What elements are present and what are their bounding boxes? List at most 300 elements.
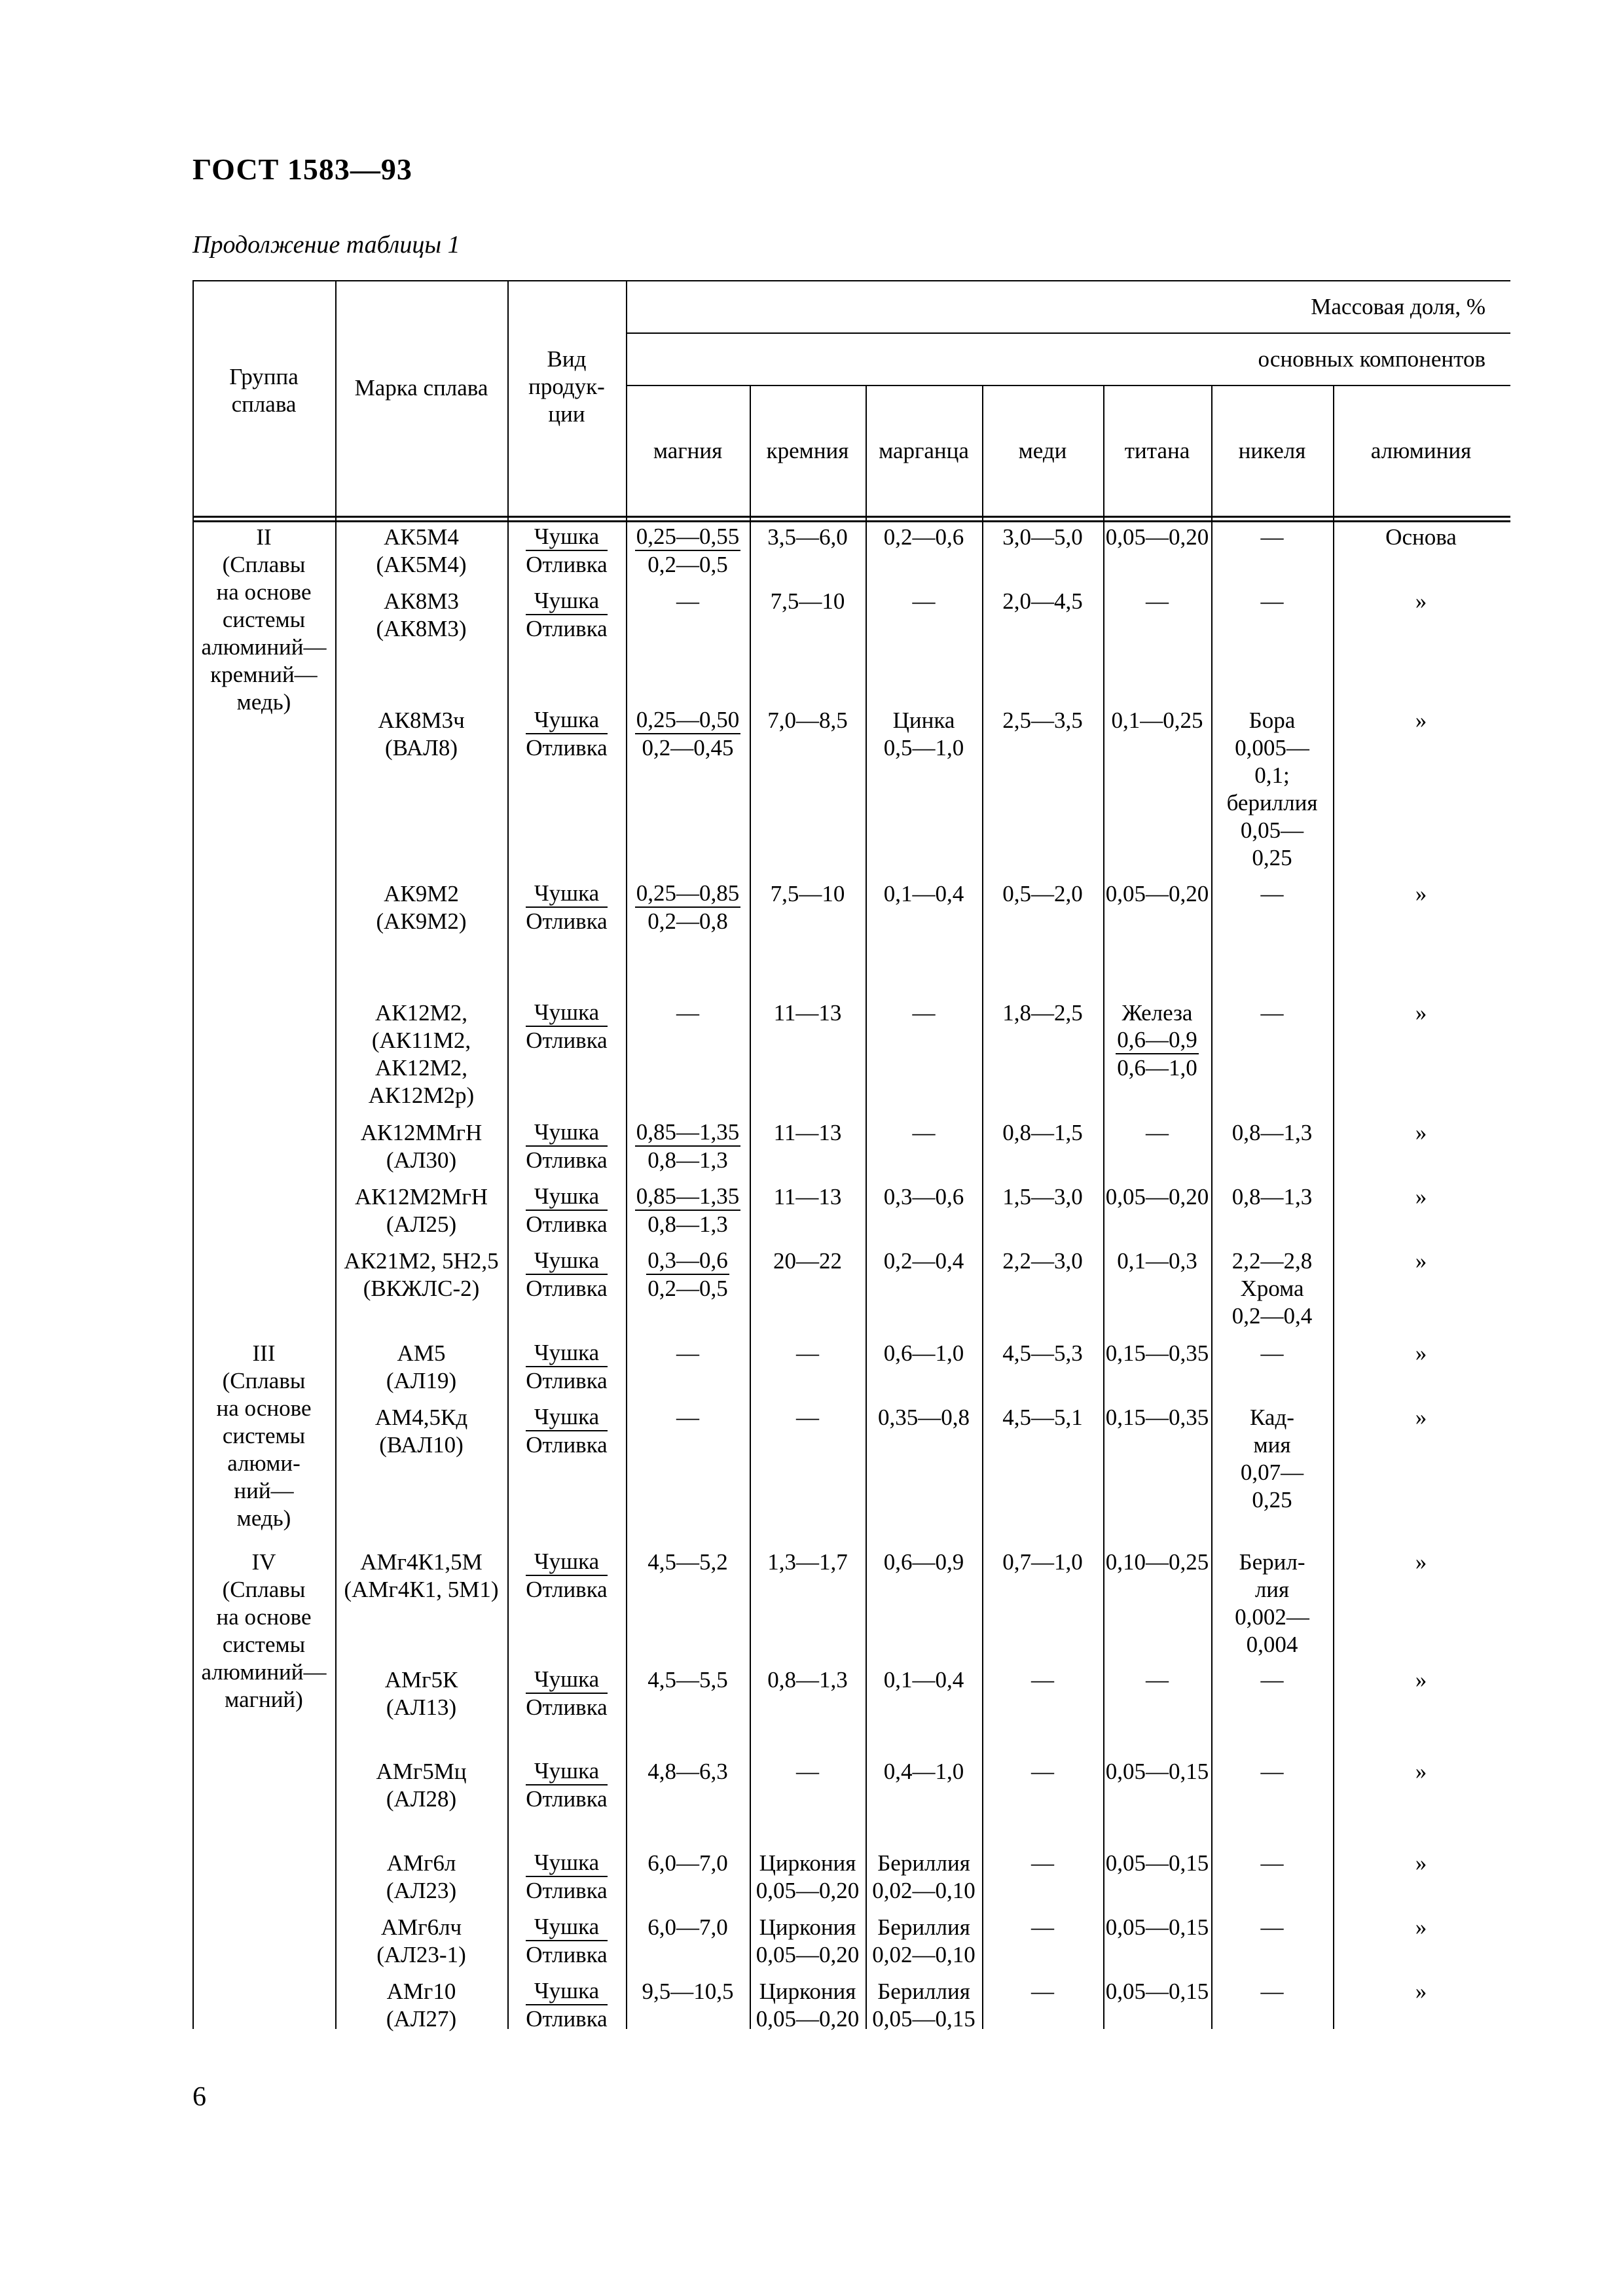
row-cell-cu-line: — (1031, 1759, 1054, 1784)
row-grade-line: (ВАЛ8) (385, 735, 458, 761)
row-product-form-numerator: Чушка (526, 524, 607, 551)
row-cell-ni-line: — (1260, 881, 1284, 906)
row-cell-cu (982, 1340, 1103, 1367)
row-cell-al: » (1415, 881, 1427, 906)
row-cell-ti-line: 0,05—0,15 (1105, 1979, 1209, 2004)
row-cell-ni-line: Бора (1249, 708, 1296, 733)
row-grade (335, 880, 507, 935)
row-grade-line: АК12М2, (375, 1000, 467, 1026)
row-cell-mn-line: 0,2—0,4 (883, 1248, 964, 1274)
row-cell-ni (1211, 1549, 1333, 1659)
row-cell-si-line: — (796, 1405, 819, 1430)
row-grade-line: АМг4К1,5М (360, 1549, 483, 1575)
row-product-form-numerator: Чушка (526, 1978, 607, 2005)
row-product-form-denominator: Отливка (526, 1276, 608, 1301)
group-label-line: (Сплавы (222, 1368, 306, 1393)
row-product-form-fraction (526, 1183, 607, 1238)
row-cell-mn-line: 0,1—0,4 (883, 1667, 964, 1693)
row-cell-al: » (1415, 1248, 1427, 1274)
row-cell-al: Основа (1385, 524, 1457, 550)
row-cell-ni-line: 2,2—2,8 (1231, 1248, 1313, 1274)
row-cell-mg-line: 6,0—7,0 (647, 1914, 728, 1940)
row-cell-ni-line: — (1260, 1979, 1284, 2004)
row-cell-mn-line: Бериллия (877, 1914, 970, 1940)
row-cell-cu-line: 2,0—4,5 (1002, 588, 1083, 614)
row-cell-ni (1211, 1914, 1333, 1941)
row-cell-si-line: Циркония (759, 1914, 856, 1940)
row-cell-mg (626, 588, 750, 615)
row-product-form (507, 1549, 626, 1604)
row-cell-si (750, 999, 866, 1027)
row-cell-cu (982, 1978, 1103, 2005)
row-cell-ni-line: — (1260, 524, 1284, 550)
header-bottom-rule (192, 516, 1510, 518)
row-grade-line: (ВКЖЛС-2) (363, 1276, 480, 1301)
group-label-line: (Сплавы (222, 552, 306, 577)
row-cell-mg-fraction (635, 1119, 741, 1174)
row-cell-cu (982, 1850, 1103, 1877)
row-cell-mg-numerator: 0,3—0,6 (646, 1247, 729, 1275)
row-cell-si-line: 0,8—1,3 (767, 1667, 848, 1693)
row-cell-ti (1103, 1340, 1211, 1367)
row-cell-mg-denominator: 0,2—0,5 (647, 552, 728, 577)
row-grade-line: (АК5М4) (376, 552, 467, 577)
row-cell-ti-line: 0,15—0,35 (1105, 1340, 1209, 1366)
row-grade-line: АК12М2р) (368, 1083, 475, 1108)
row-product-form (507, 1666, 626, 1721)
row-cell-al: » (1415, 1549, 1427, 1575)
row-cell-mg-line: 4,5—5,5 (647, 1667, 728, 1693)
row-grade-line: АМг5Мц (376, 1759, 467, 1784)
row-cell-ni-line: 0,2—0,4 (1231, 1303, 1313, 1329)
row-grade-line: (АЛ19) (386, 1368, 457, 1393)
row-cell-al: » (1415, 1850, 1427, 1876)
row-cell-mg (626, 999, 750, 1027)
row-cell-mn-line: 0,02—0,10 (872, 1878, 976, 1903)
row-cell-si-line: — (796, 1759, 819, 1784)
row-cell-ni (1211, 588, 1333, 615)
row-cell-si-line: 0,05—0,20 (756, 1942, 860, 1967)
row-grade-line: АК12М2МгН (355, 1184, 488, 1210)
row-cell-ti (1103, 1914, 1211, 1941)
header-bottom-rule-double (192, 520, 1510, 522)
row-product-form (507, 1183, 626, 1238)
row-cell-ni (1211, 707, 1333, 872)
row-cell-mn (866, 524, 982, 551)
row-grade-line: АК9М2 (384, 881, 459, 906)
row-cell-mn (866, 1850, 982, 1905)
row-product-form (507, 1119, 626, 1174)
row-cell-al: » (1415, 1184, 1427, 1210)
row-cell-mn-line: 0,1—0,4 (883, 881, 964, 906)
header-mass-fraction: Массовая доля, % (1311, 294, 1486, 319)
row-product-form-denominator: Отливка (526, 1942, 608, 1967)
row-cell-ti-line: 0,15—0,35 (1105, 1405, 1209, 1430)
row-cell-si-line: 7,0—8,5 (767, 708, 848, 733)
row-cell-ni (1211, 1850, 1333, 1877)
row-cell-ni-line: — (1260, 1850, 1284, 1876)
row-product-form (507, 524, 626, 579)
row-product-form-numerator: Чушка (526, 880, 607, 908)
row-cell-cu (982, 1247, 1103, 1275)
row-cell-cu-line: 1,8—2,5 (1002, 1000, 1083, 1026)
row-grade-line: АМ5 (397, 1340, 446, 1366)
row-cell-mg (626, 1549, 750, 1576)
row-cell-ni (1211, 1978, 1333, 2005)
row-cell-mn (866, 1978, 982, 2033)
row-cell-si (750, 1340, 866, 1367)
row-grade-line: (АК8М3) (376, 616, 467, 641)
row-cell-si (750, 1119, 866, 1147)
row-cell-al: » (1415, 588, 1427, 614)
row-product-form-numerator: Чушка (526, 1340, 607, 1367)
row-cell-si (750, 1758, 866, 1785)
group-label-line: ний— (234, 1478, 294, 1503)
row-cell-mn-line: Бериллия (877, 1979, 970, 2004)
row-cell-ti-numerator: 0,6—0,9 (1116, 1027, 1199, 1054)
row-product-form-numerator: Чушка (526, 1404, 607, 1431)
row-grade-line: АК12ММгН (360, 1120, 483, 1145)
row-grade-line: (АК9М2) (376, 908, 467, 934)
row-product-form (507, 1404, 626, 1459)
row-cell-mg-fraction (635, 707, 741, 762)
row-grade (335, 1850, 507, 1905)
row-cell-si (750, 1850, 866, 1905)
row-cell-ti (1103, 1549, 1211, 1576)
header-rule-components (626, 385, 1510, 386)
row-grade-line: АМ4,5Кд (374, 1405, 468, 1430)
row-cell-mg-numerator: 0,85—1,35 (635, 1119, 741, 1147)
row-cell-mg-denominator: 0,8—1,3 (647, 1147, 728, 1173)
row-cell-ti-label: Железа (1122, 1000, 1193, 1026)
row-cell-ti-line: 0,05—0,20 (1105, 881, 1209, 906)
row-cell-ni-line: 0,25 (1252, 1487, 1292, 1513)
row-cell-mg (626, 1247, 750, 1302)
row-cell-si-line: 11—13 (773, 1184, 842, 1210)
row-cell-si-line: 20—22 (773, 1248, 842, 1274)
row-cell-mg-denominator: 0,2—0,5 (647, 1276, 728, 1301)
row-cell-al: » (1415, 1759, 1427, 1784)
row-cell-cu-line: 0,7—1,0 (1002, 1549, 1083, 1575)
row-cell-ni-line: 0,07— (1240, 1460, 1304, 1485)
row-cell-mg (626, 707, 750, 762)
row-product-form-fraction (526, 1666, 607, 1721)
group-label-line: кремний— (210, 662, 318, 687)
row-cell-ti (1103, 707, 1211, 734)
row-cell-mn (866, 1404, 982, 1431)
row-cell-si (750, 524, 866, 551)
row-cell-ni-line: 0,1; (1254, 762, 1290, 788)
header-component-7: алюминия (1370, 438, 1472, 463)
row-cell-ni-line: — (1260, 1667, 1284, 1693)
row-cell-cu-line: — (1031, 1667, 1054, 1693)
row-product-form-numerator: Чушка (526, 707, 607, 734)
row-cell-cu-line: 0,5—2,0 (1002, 881, 1083, 906)
header-component-6: никеля (1238, 438, 1306, 463)
row-cell-cu (982, 880, 1103, 908)
row-cell-al: » (1415, 1340, 1427, 1366)
row-cell-mn (866, 1183, 982, 1211)
row-cell-cu-line: — (1031, 1979, 1054, 2004)
row-cell-mg-denominator: 0,2—0,45 (642, 735, 734, 761)
row-product-form-denominator: Отливка (526, 1028, 608, 1053)
row-cell-mn-line: 0,4—1,0 (883, 1759, 964, 1784)
row-cell-ti-line: 0,1—0,3 (1117, 1248, 1197, 1274)
row-cell-mg-numerator: 0,25—0,55 (635, 524, 741, 551)
row-cell-ti-line: 0,05—0,15 (1105, 1759, 1209, 1784)
row-cell-mn-line: 0,2—0,6 (883, 524, 964, 550)
row-cell-ni-line: — (1260, 1000, 1284, 1026)
row-cell-cu (982, 1914, 1103, 1941)
row-product-form-fraction (526, 999, 607, 1054)
row-cell-mn-line: 0,02—0,10 (872, 1942, 976, 1967)
row-product-form (507, 1340, 626, 1395)
row-grade-line: (АЛ28) (386, 1786, 457, 1812)
row-cell-ni-line: 0,002— (1235, 1604, 1309, 1630)
row-cell-ni (1211, 1247, 1333, 1330)
row-grade-line: АК8М3 (384, 588, 459, 614)
row-cell-mn (866, 1914, 982, 1969)
row-cell-al: » (1415, 1979, 1427, 2004)
row-cell-mn (866, 1549, 982, 1576)
row-product-form-denominator: Отливка (526, 1878, 608, 1903)
row-cell-mn (866, 880, 982, 908)
row-cell-cu (982, 588, 1103, 615)
row-grade (335, 1340, 507, 1395)
row-cell-mn-line: 0,6—0,9 (883, 1549, 964, 1575)
row-cell-cu-line: 3,0—5,0 (1002, 524, 1083, 550)
row-cell-ni (1211, 1183, 1333, 1211)
group-label-line: магний) (225, 1687, 303, 1712)
row-product-form-fraction (526, 1119, 607, 1174)
row-cell-mg (626, 1666, 750, 1694)
header-rule-mass (626, 332, 1510, 334)
row-cell-ti-fraction (1116, 1027, 1199, 1082)
row-cell-ni-line: мия (1253, 1432, 1291, 1458)
row-cell-mg-denominator: 0,2—0,8 (647, 908, 728, 934)
row-cell-ni (1211, 880, 1333, 908)
row-grade (335, 1549, 507, 1604)
row-cell-cu (982, 999, 1103, 1027)
row-cell-mg-line: — (676, 1000, 699, 1026)
row-grade (335, 1978, 507, 2033)
row-cell-mg-line: — (676, 1340, 699, 1366)
row-cell-ni-line: — (1260, 1340, 1284, 1366)
row-product-form-fraction (526, 1978, 607, 2033)
row-cell-mn (866, 1247, 982, 1275)
row-cell-si-line: 7,5—10 (770, 588, 845, 614)
row-cell-mg (626, 880, 750, 935)
row-product-form-denominator: Отливка (526, 1695, 608, 1720)
row-cell-ni-line: — (1260, 588, 1284, 614)
row-cell-mn (866, 1666, 982, 1694)
row-grade-line: АК8М3ч (378, 708, 465, 733)
row-product-form (507, 999, 626, 1054)
row-grade-line: АМг6лч (380, 1914, 462, 1940)
row-cell-ti (1103, 1758, 1211, 1785)
group-label-line: (Сплавы (222, 1577, 306, 1602)
row-cell-ti (1103, 880, 1211, 908)
row-cell-mn-line: 0,05—0,15 (872, 2006, 976, 2032)
row-cell-cu-line: 4,5—5,1 (1002, 1405, 1083, 1430)
header-component-4: меди (1018, 438, 1067, 463)
row-cell-mn-line: — (912, 1120, 936, 1145)
column-rule-join (626, 385, 627, 386)
group-label-line: на основе (216, 1604, 312, 1630)
group-label-line: алюминий— (201, 1659, 327, 1685)
row-grade (335, 1119, 507, 1174)
row-cell-ni (1211, 524, 1333, 551)
row-cell-cu (982, 1549, 1103, 1576)
row-cell-ni (1211, 999, 1333, 1027)
row-cell-ti-line: 0,05—0,20 (1105, 524, 1209, 550)
row-cell-ni-line: 0,004 (1246, 1632, 1298, 1657)
row-product-form (507, 1758, 626, 1813)
row-cell-ti (1103, 1183, 1211, 1211)
row-product-form-fraction (526, 1340, 607, 1395)
group-label (192, 524, 335, 716)
group-label-line: IV (251, 1549, 276, 1575)
row-product-form-denominator: Отливка (526, 1211, 608, 1237)
row-grade (335, 1247, 507, 1302)
header-component-5: титана (1124, 438, 1190, 463)
row-cell-ti (1103, 524, 1211, 551)
header-product: Вид продук-ции (528, 346, 605, 427)
row-product-form-numerator: Чушка (526, 1183, 607, 1211)
row-product-form-fraction (526, 880, 607, 935)
group-label-line: на основе (216, 1395, 312, 1421)
row-product-form-denominator: Отливка (526, 552, 608, 577)
group-label (192, 1549, 335, 1713)
row-cell-si-line: 0,05—0,20 (756, 2006, 860, 2032)
row-cell-ti-line: 0,10—0,25 (1105, 1549, 1209, 1575)
header-group: Группа сплава (229, 364, 299, 417)
row-grade (335, 588, 507, 643)
row-cell-al: » (1415, 708, 1427, 733)
row-grade (335, 1183, 507, 1238)
row-grade (335, 707, 507, 762)
row-cell-si (750, 1666, 866, 1694)
row-cell-ni (1211, 1666, 1333, 1694)
row-cell-ni (1211, 1340, 1333, 1367)
row-grade-line: (АЛ23-1) (376, 1942, 466, 1967)
row-grade-line: (АЛ27) (386, 2006, 457, 2032)
row-cell-cu-line: — (1031, 1914, 1054, 1940)
row-cell-mg (626, 1758, 750, 1785)
row-grade-line: АК12М2, (375, 1055, 467, 1081)
row-product-form-fraction (526, 1404, 607, 1459)
row-cell-cu (982, 1183, 1103, 1211)
row-grade (335, 1666, 507, 1721)
row-cell-mg-denominator: 0,8—1,3 (647, 1211, 728, 1237)
row-grade-line: (АК11М2, (371, 1028, 471, 1053)
row-cell-ni (1211, 1758, 1333, 1785)
row-product-form (507, 880, 626, 935)
row-cell-ti-denominator: 0,6—1,0 (1117, 1055, 1197, 1081)
row-product-form-fraction (526, 707, 607, 762)
row-cell-si-line: 1,3—1,7 (767, 1549, 848, 1575)
table-continuation-caption: Продолжение таблицы 1 (192, 231, 460, 259)
row-product-form (507, 1850, 626, 1905)
row-cell-ni-line: 0,8—1,3 (1231, 1184, 1313, 1210)
row-product-form (507, 1978, 626, 2033)
group-label-line: II (256, 524, 272, 550)
row-cell-al: » (1415, 1667, 1427, 1693)
row-cell-cu (982, 1666, 1103, 1694)
row-cell-mg (626, 1340, 750, 1367)
row-cell-mg-numerator: 0,85—1,35 (635, 1183, 741, 1211)
row-cell-si (750, 880, 866, 908)
row-product-form-denominator: Отливка (526, 1577, 608, 1602)
row-cell-mg-numerator: 0,25—0,50 (635, 707, 741, 734)
group-label-line: алюми- (227, 1450, 301, 1476)
row-cell-mn-line: 0,6—1,0 (883, 1340, 964, 1366)
row-cell-ni-line: — (1260, 1759, 1284, 1784)
row-product-form (507, 1247, 626, 1302)
row-grade (335, 1758, 507, 1813)
row-grade-line: АМг10 (386, 1979, 456, 2004)
row-cell-cu-line: — (1031, 1850, 1054, 1876)
page-number: 6 (192, 2082, 206, 2112)
row-cell-mn (866, 707, 982, 762)
row-cell-mn (866, 1758, 982, 1785)
row-cell-cu-line: 1,5—3,0 (1002, 1184, 1083, 1210)
row-cell-ti (1103, 999, 1211, 1082)
row-cell-ni-line: 0,05— (1240, 817, 1304, 843)
row-product-form-fraction (526, 1914, 607, 1969)
row-cell-mn (866, 1340, 982, 1367)
row-product-form-fraction (526, 1549, 607, 1604)
row-cell-mg-numerator: 0,25—0,85 (635, 880, 741, 908)
group-label (192, 1340, 335, 1532)
row-cell-ti (1103, 1404, 1211, 1431)
row-cell-ti (1103, 1850, 1211, 1877)
row-grade (335, 999, 507, 1109)
row-cell-mg (626, 524, 750, 579)
row-cell-ti (1103, 588, 1211, 615)
group-label-line: системы (222, 607, 306, 632)
row-cell-ni-line: лия (1254, 1577, 1290, 1602)
row-cell-mg-line: — (676, 1405, 699, 1430)
row-grade-line: (ВАЛ10) (379, 1432, 464, 1458)
row-cell-mg-line: 4,5—5,2 (647, 1549, 728, 1575)
row-cell-mg (626, 1914, 750, 1941)
row-product-form-fraction (526, 1758, 607, 1813)
row-cell-mg-line: 4,8—6,3 (647, 1759, 728, 1784)
row-cell-cu (982, 1404, 1103, 1431)
row-product-form-fraction (526, 588, 607, 643)
row-product-form-fraction (526, 1247, 607, 1302)
row-product-form-numerator: Чушка (526, 1119, 607, 1147)
row-cell-mn-line: 0,3—0,6 (883, 1184, 964, 1210)
row-cell-mn-line: Цинка (892, 708, 955, 733)
row-product-form-denominator: Отливка (526, 2006, 608, 2032)
row-product-form-numerator: Чушка (526, 1758, 607, 1785)
row-cell-mn (866, 999, 982, 1027)
row-cell-mg (626, 1119, 750, 1174)
row-cell-ti (1103, 1247, 1211, 1275)
row-cell-ti-line: 0,05—0,20 (1105, 1184, 1209, 1210)
row-product-form (507, 1914, 626, 1969)
row-cell-si (750, 1183, 866, 1211)
row-cell-mn-line: Бериллия (877, 1850, 970, 1876)
row-product-form-denominator: Отливка (526, 1786, 608, 1812)
row-cell-si-line: 0,05—0,20 (756, 1878, 860, 1903)
row-product-form-numerator: Чушка (526, 1850, 607, 1877)
row-cell-mg (626, 1978, 750, 2005)
row-cell-ni-line: — (1260, 1914, 1284, 1940)
row-cell-cu-line: 2,2—3,0 (1002, 1248, 1083, 1274)
